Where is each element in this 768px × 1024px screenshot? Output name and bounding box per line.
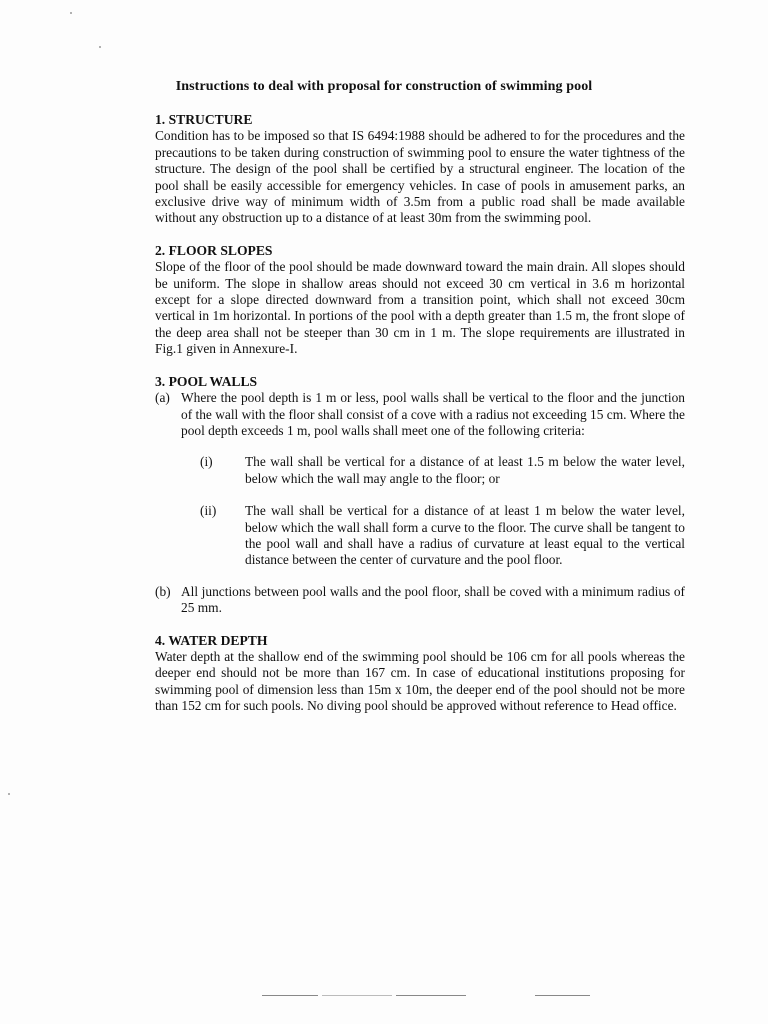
list-item-text: All junctions between pool walls and the pool floor, shall be coved with a minimum radius of 25 mm. xyxy=(181,583,685,616)
section-heading: 1. STRUCTURE xyxy=(155,112,253,127)
section-paragraph: Water depth at the shallow end of the swimming pool should be 106 cm for all pools whereas the deeper end should not be more than 167 cm. In case of educational institutions proposing for swimming pool of dimension less than 15m x 10m, the deeper end of the pool should not be more than 152 cm for such pools. No diving pool should be approved without reference to Head office. xyxy=(155,648,685,714)
section-water-depth xyxy=(155,633,685,715)
section-structure xyxy=(155,112,685,227)
document-title: Instructions to deal with proposal for construction of swimming pool xyxy=(175,79,593,94)
sub-item-text: The wall shall be vertical for a distance of at least 1.5 m below the water level, below which the wall may angle to the floor; or xyxy=(245,454,685,486)
section-paragraph: Condition has to be imposed so that IS 6494:1988 should be adhered to for the procedures and the precautions to be taken during construction of swimming pool to ensure the water tightness of the structure. The design of the pool shall be certified by a structural engineer. The location of the pool shall be easily accessible for emergency vehicles. In case of pools in amusement parks, an exclusive drive way of minimum width of 3.5m from a public road shall be made available without any obstruction up to a distance of at least 30m from the swimming pool. xyxy=(155,128,685,226)
scan-speck xyxy=(8,793,10,795)
section-heading: 4. WATER DEPTH xyxy=(155,632,268,648)
footer-rule xyxy=(262,995,318,996)
scan-speck xyxy=(70,12,72,14)
list-item-b xyxy=(155,584,685,617)
section-pool-walls xyxy=(155,374,685,617)
sub-item-text: The wall shall be vertical for a distance of at least 1 m below the water level, below which the wall shall form a curve to the floor. The curve shall be tangent to the pool wall and shall have a radius of curvature at least equal to the vertical distance between the center of curvature and the pool floor. xyxy=(245,503,685,568)
list-item-label: (b) xyxy=(155,583,171,599)
sub-list-item-i xyxy=(200,454,685,487)
scan-speck xyxy=(99,46,101,48)
section-heading: 2. FLOOR SLOPES xyxy=(155,242,273,258)
document-body xyxy=(155,112,685,715)
list-item-text: Where the pool depth is 1 m or less, pool walls shall be vertical to the floor and the junction of the wall with the floor shall consist of a cove with a radius not exceeding 15 cm. Where the pool depth exceeds 1 m, pool walls shall meet one of the following criteria: xyxy=(181,390,685,438)
sub-item-label: (i) xyxy=(200,454,213,470)
section-heading: 3. POOL WALLS xyxy=(155,373,258,389)
sub-list-item-ii xyxy=(200,503,685,569)
footer-rule xyxy=(535,995,590,996)
list-item-a xyxy=(155,390,685,439)
footer-rule xyxy=(396,995,466,996)
list-item-label: (a) xyxy=(155,390,170,406)
section-paragraph: Slope of the floor of the pool should be made downward toward the main drain. All slopes should be uniform. The slope in shallow areas should not exceed 30 cm vertical in 3.6 m horizontal except for a slope directed downward from a transition point, which shall not exceed 30cm vertical in 1m horizontal. In portions of the pool with a depth greater than 1.5 m, the front slope of the deep area shall not be steeper than 30 cm in 1 m. The slope requirements are illustrated in Fig.1 given in Annexure-I. xyxy=(155,259,685,357)
section-floor-slopes xyxy=(155,243,685,358)
footer-rule xyxy=(322,995,392,996)
footer-rules xyxy=(0,995,768,999)
sub-list xyxy=(155,454,685,568)
sub-item-label: (ii) xyxy=(200,503,217,519)
